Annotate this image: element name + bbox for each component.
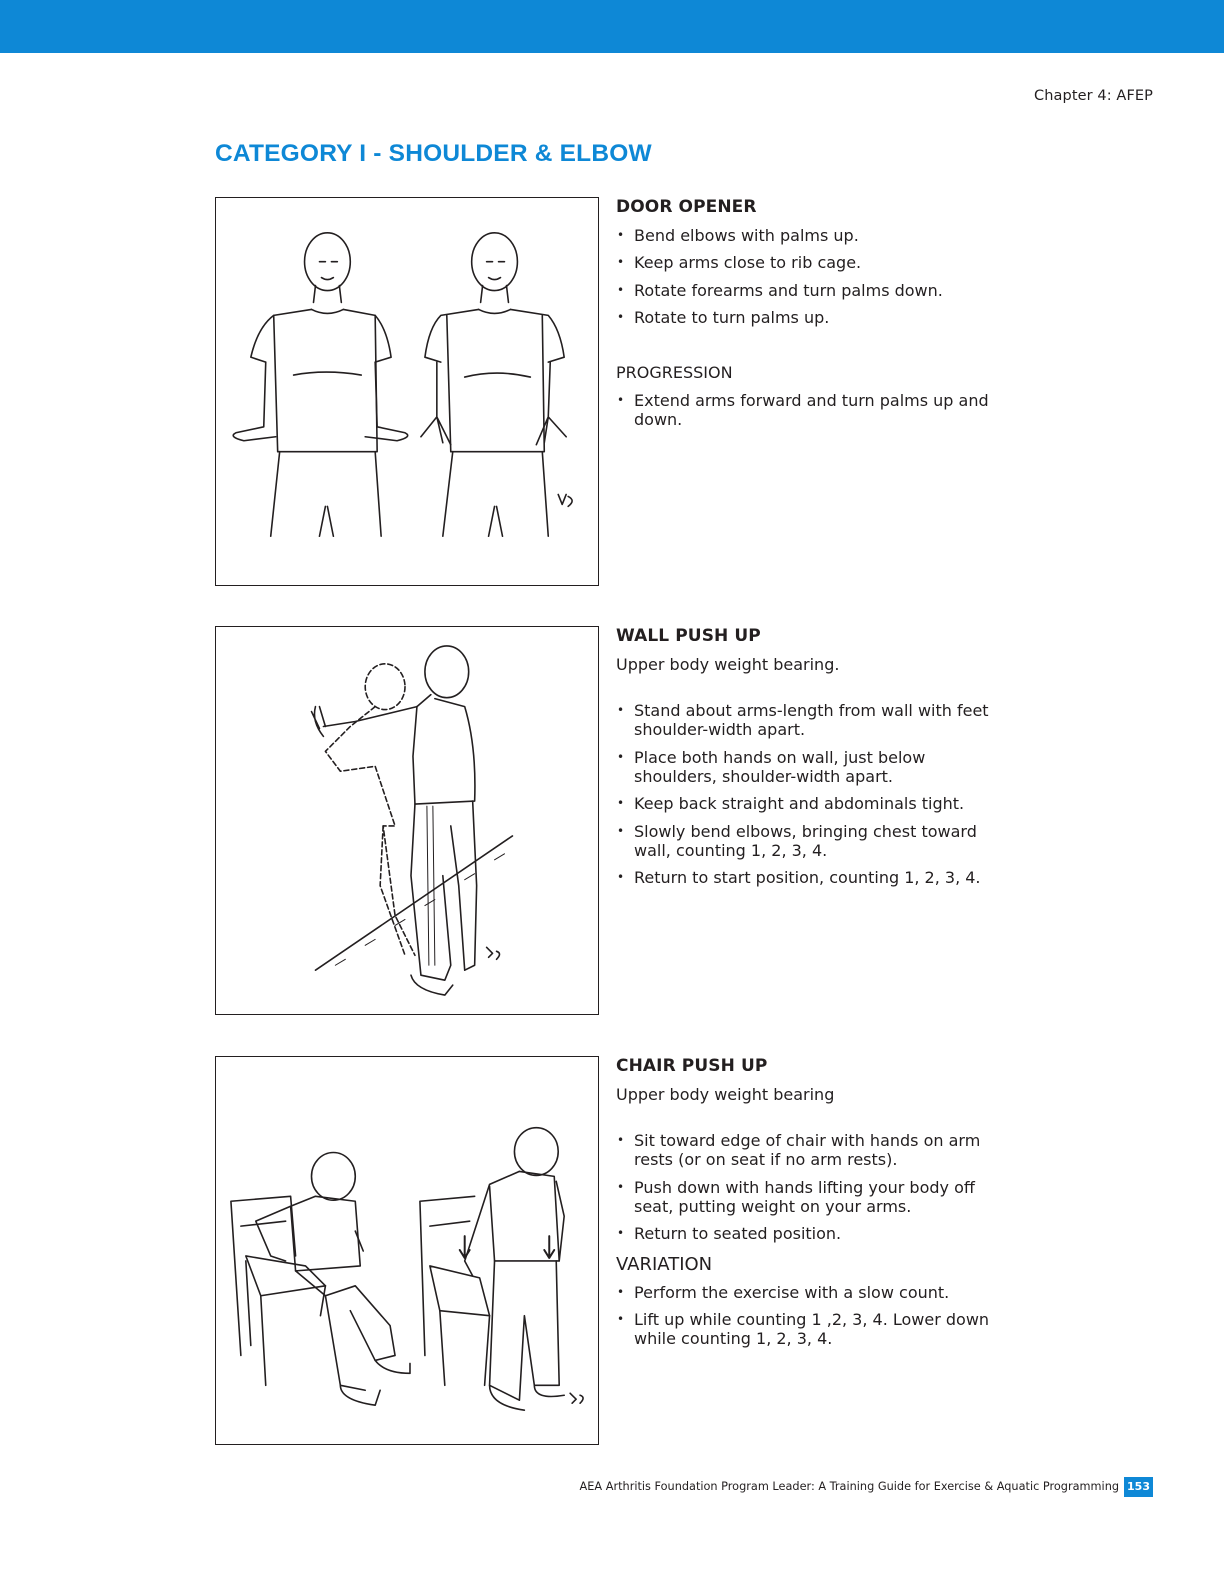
wall-push-up-text — [616, 626, 996, 887]
progression-list — [616, 391, 996, 429]
list-item: • Extend arms forward and turn palms up and down. — [616, 391, 996, 429]
list-item: • Lift up while counting 1 ,2, 3, 4. Lower down while counting 1, 2, 3, 4. — [616, 1310, 996, 1348]
list-item: • Return to seated position. — [616, 1224, 996, 1243]
list-item: • Rotate forearms and turn palms down. — [616, 281, 996, 300]
list-item: • Return to start position, counting 1, 2, 3, 4. — [616, 868, 996, 887]
category-title: CATEGORY I - SHOULDER & ELBOW — [215, 140, 652, 167]
armchair-left — [231, 1196, 326, 1385]
list-item: • Keep back straight and abdominals tight. — [616, 794, 996, 813]
man-palms-up-figure — [233, 233, 407, 536]
list-item: • Slowly bend elbows, bringing chest toward wall, counting 1, 2, 3, 4. — [616, 822, 996, 860]
list-item: • Perform the exercise with a slow count. — [616, 1283, 996, 1302]
illustrator-signature — [487, 947, 500, 959]
seated-woman-figure — [256, 1153, 410, 1406]
list-item: • Keep arms close to rib cage. — [616, 253, 996, 272]
chair-push-up-illustration — [215, 1056, 599, 1445]
exercise-subtitle: Upper body weight bearing — [616, 1085, 835, 1104]
down-arrow-icons — [460, 1236, 555, 1258]
instruction-list — [616, 226, 996, 328]
running-head: Chapter 4: AFEP — [1034, 88, 1153, 104]
exercise-title: CHAIR PUSH UP — [616, 1056, 768, 1076]
instruction-list — [616, 701, 996, 887]
instruction-list — [616, 1131, 996, 1243]
progression-heading: PROGRESSION — [616, 363, 733, 382]
footer-book-title: AEA Arthritis Foundation Program Leader: A Training Guide for Exercise & Aquatic Programming — [579, 1480, 1120, 1493]
list-item: • Bend elbows with palms up. — [616, 226, 996, 245]
variation-list — [616, 1283, 996, 1349]
page-number-badge: 153 — [1124, 1477, 1153, 1497]
man-palms-down-figure — [421, 233, 566, 536]
rising-woman-figure — [465, 1128, 564, 1411]
list-item: • Sit toward edge of chair with hands on arm rests (or on seat if no arm rests). — [616, 1131, 996, 1169]
chair-push-up-text — [616, 1056, 996, 1348]
exercise-subtitle: Upper body weight bearing. — [616, 655, 840, 674]
variation-heading: VARIATION — [616, 1254, 713, 1275]
list-item: • Place both hands on wall, just below shoulders, shoulder-width apart. — [616, 748, 996, 786]
armchair-right — [420, 1196, 490, 1385]
header-color-bar — [0, 0, 1224, 53]
woman-chair-push-up-icon — [216, 1057, 598, 1444]
illustrator-signature — [570, 1393, 583, 1403]
wall-push-up-illustration — [215, 626, 599, 1015]
list-item: • Rotate to turn palms up. — [616, 308, 996, 327]
page-footer — [580, 1476, 1153, 1497]
exercise-title: DOOR OPENER — [616, 197, 757, 217]
exercise-title: WALL PUSH UP — [616, 626, 761, 646]
door-opener-illustration — [215, 197, 599, 586]
list-item: • Push down with hands lifting your body off seat, putting weight on your arms. — [616, 1178, 996, 1216]
illustrator-signature — [558, 494, 572, 506]
woman-wall-push-up-icon — [216, 627, 598, 1014]
two-men-standing-icon — [216, 198, 598, 585]
list-item: • Stand about arms-length from wall with feet shoulder-width apart. — [616, 701, 996, 739]
door-opener-text — [616, 197, 996, 429]
